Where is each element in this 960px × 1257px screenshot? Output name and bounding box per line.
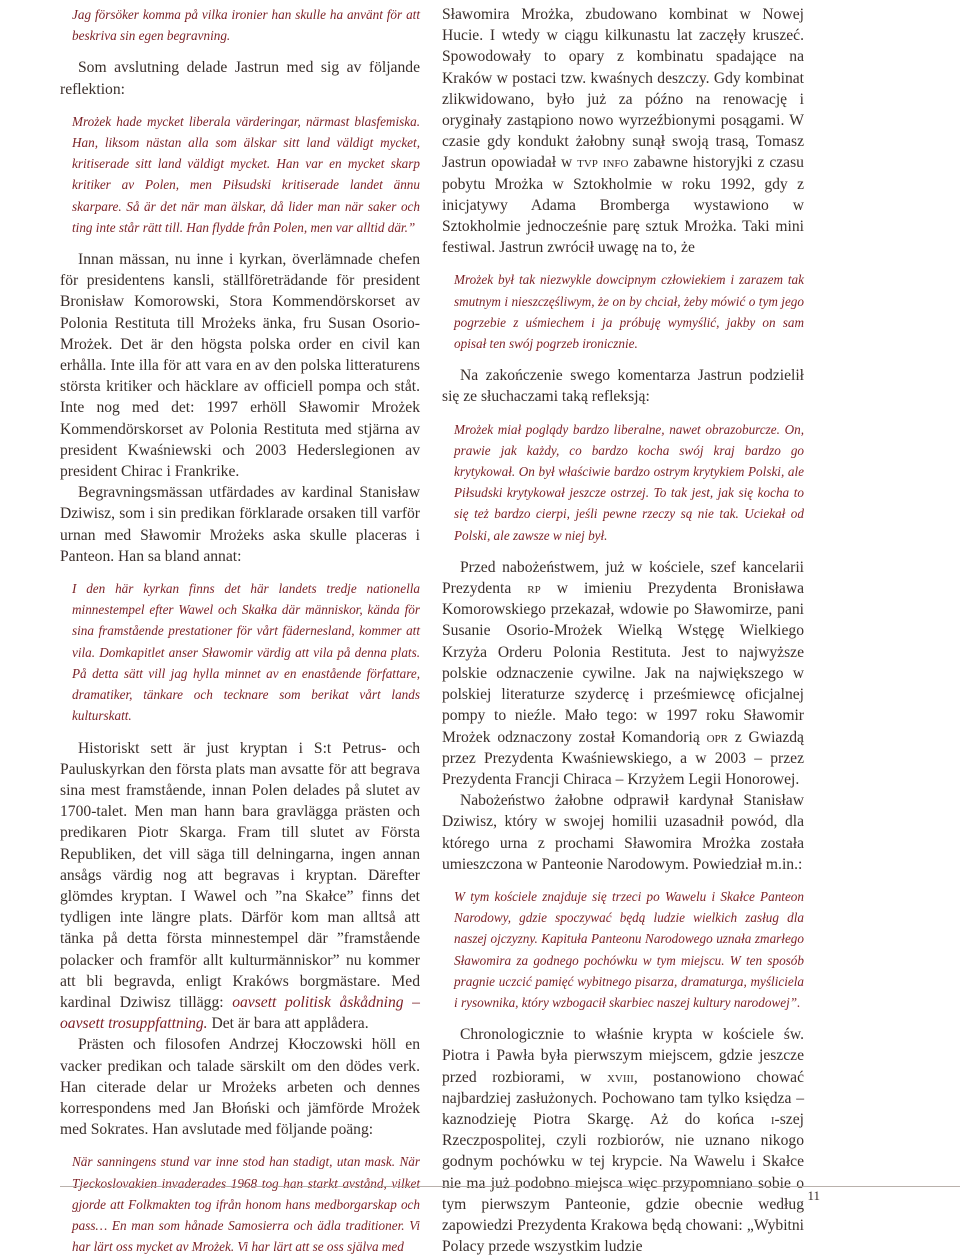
- quote-dziwisz-sv: I den här kyrkan finns det här landets tredje nationella minnestempel efter Wawel och Skałka där människor, kända för sina framstående prestationer för vårt fädernesland, kommer att vila. Domkapitlet anser Sławomir värdig att vila på denna plats. På detta sätt vill jag hylla minnet av en enastående författare, dramatiker, tänkare och tecknare som berikat vårt lands kulturskatt.: [72, 581, 420, 724]
- crypt-italic: oavsett politisk åskådning – oavsett trosuppfattning.: [60, 993, 420, 1033]
- order-text: Przed nabożeństwem, już w kościele, szef kancelarii Prezydenta: [442, 558, 804, 598]
- quote-dziwisz-pl: W tym kościele znajduje się trzeci po Wawelu i Skałce Panteon Narodowy, gdzie spoczywać będą ludzie wielkich zasług dla naszej ojczyzny. Kapituła Panteonu Narodowego uznała zmarłego Sławomira za godnego pochówku w tym miejscu. W ten sposób pragnie uczcić pamięć wybitnego pisarza, dramaturga, myśliciela i rysownika, który wzbogacił skarbiec naszej kultury narodowej”.: [454, 888, 804, 1010]
- quote-kloczowski-sv: När sanningens stund var inne stod han stadigt, utan mask. När Tjeckoslovakien invaderades 1968 tog han starkt avstånd, vilket gjorde att Folkmakten tog ifrån honom hans medborgarskap och pass… En man som hånade Samosierra och ädla traditioner. Vi har lärt oss mycket av Mrożek. Vi har lärt att se oss själva med: [72, 1154, 420, 1255]
- i-smallcaps: i: [770, 1110, 775, 1128]
- right-column: [442, 4, 804, 1257]
- page-number: 11: [807, 1188, 820, 1203]
- paragraph-order-pl: [442, 557, 804, 790]
- paragraph-reflection-pl: Na zakończenie swego komentarza Jastrun podzielił się ze słuchaczami taką refleksją:: [442, 367, 804, 406]
- paragraph-mass: Begravningsmässan utfärdades av kardinal Stanisław Dziwisz, som i sin predikan förklarade orsaken till varför urnan med Sławomir Mrożeks aska skulle placeras i Panteon. Han sa bland annat:: [60, 484, 420, 565]
- quote-intro: Jag försöker komma på vilka ironier han skulle ha använt för att beskriva sin egen begravning.: [72, 7, 420, 44]
- quote-jastrun-pl: Mrożek był tak niezwykle dowcipnym człowiekiem i zarazem tak smutnym i nieszczęśliwym, że on by chciał, żeby mówić o tym jego pogrzebie z uśmiechem i ja próbuję wymyślić, jakby on sam opisał ten swój pogrzeb ironicznie.: [454, 272, 804, 352]
- quote-liberal-pl: Mrożek miał poglądy bardzo liberalne, nawet obrazoburcze. On, prawie jak każdy, co bardzo kocha swój kraj bardzo go krytykował. On był właściwie bardzo ostrym krytykiem Polski, ale Piłsudski krytykował jeszcze ostrzej. To tak jest, jak się kocha to się też bardzo cierpi, jeśli pewne rzeczy są nie tak. Uciekał od Polski, ale zawsze w niej był.: [454, 421, 804, 543]
- footer-rule: [60, 1186, 960, 1187]
- order-tail2: z Gwiazdą przez Prezydenta Kwaśniewskiego, a w 2003 – przez Prezydenta Francji Chiraca – Krzyżem Legii Honorowej.: [442, 728, 804, 788]
- paragraph-reflection-intro: Som avslutning delade Jastrun med sig av följande reflektion:: [60, 59, 420, 98]
- nowa-huta-tail: zabawne historyjki z czasu pobytu Mrożka w Sztokholmie w roku 1992, gdy z inicjatywy Adama Bromberga wystawiono w Sztokholmie jednocześnie parę sztuk Mrożka. Taki mini festiwal. Jastrun zwrócił uwagę na to, że: [442, 154, 804, 257]
- paragraph-crypt: [60, 738, 420, 1035]
- crypt-pl-text: Chronologicznie to właśnie krypta w kościele św. Piotra i Pawła była pierwszym miejscem, gdzie jeszcze przed rozbiorami, w: [442, 1026, 804, 1086]
- rp-smallcaps: rp: [527, 580, 541, 598]
- quote-jastrun-sv: Mrożek hade mycket liberala värderingar, närmast blasfemiska. Han, liksom nästan alla som älskar sitt land väldigt mycket, kritiserade sitt land väldigt mycket. Han var en mycket skarp kritiker av Polen, men Piłsudski kritiserade landet ännu skarpare. Så är det när man älskar, då lider man när saker och ting inte står rätt till. Han flydde från Polen, men var alltid där.”: [72, 113, 420, 235]
- left-column: [60, 4, 420, 1257]
- nowa-huta-text: Sławomira Mrożka, zbudowano kombinat w Nowej Hucie. I wtedy w ciągu kilkunastu lat zaczęły kruszeć. Spowodowały to opary z kombinatu spadające na Kraków w postaci tzw. kwaśnych deszczy. Gdy kombinat zlikwidowano, było już za późno na renowację i oryginały zastąpiono nowo wyrzeźbionymi posągami. W czasie gdy kondukt żałobny sunął swoją trasą, Tomasz Jastrun opowiadał w: [442, 6, 804, 172]
- crypt-text: Historiskt sett är just kryptan i S:t Petrus- och Pauluskyrkan den första plats man avsatte för att begrava sina mest framstående, innan Polen delades på slutet av 1700-talet. Men man hann bara gravlägga prästen och predikaren Piotr Skarga. Fram till slutet av Första Republiken, det vill säga till delningarna, ingen annan ansågs värdig nog att begravas i kryptan. Därefter glömdes kryptan. I Wawel och ”na Skałce” finns det tydligen inte längre plats. Därför kom man alltså att tänka på detta första minnestempel där ”framstående polacker och framför allt kulturmänniskor” nu kommer att bli begravda, enligt Krakóws borgmästare. Med kardinal Dziwisz tillägg:: [60, 739, 420, 1011]
- xviii-smallcaps: xviii: [606, 1068, 634, 1086]
- order-tail: w imieniu Prezydenta Bronisława Komorowskiego przekazał, wdowie po Sławomirze, pani Susanie Osorio-Mrożek Wielką Wstęgę Wielkiego Krzyża Orderu Polonia Restituta. Jest to najwyższe polskie odznaczenie cywilne. Jak na największego w polskiej literaturze szydercę i prześmiewcę oficjalnej pompy to nieźle. Mało tego: w 1997 roku Sławomir Mrożek odznaczony został Komandorią: [442, 580, 804, 746]
- paragraph-crypt-pl: [442, 1024, 804, 1257]
- crypt-tail: Det är bara att applådera.: [211, 1015, 369, 1033]
- tvp-info-smallcaps: tvp info: [577, 154, 629, 172]
- paragraph-nowa-huta: [442, 4, 804, 258]
- crypt-pl-tail: , postanowiono chować najbardziej zasłużonych. Pochowano tam tylko księdza – kaznodzieję Piotra Skargę. Aż do końca: [442, 1068, 804, 1128]
- paragraph-sermon: Prästen och filosofen Andrzej Kłoczowski höll en vacker predikan och talade särskilt om den dödes verk. Han citerade delar ur Mrożeks arbeten och dennes korrespondens med Jan Błoński och jämförde Mrożek med Sokrates. Han avslutade med följande poäng:: [60, 1036, 420, 1139]
- opr-smallcaps: opr: [706, 728, 728, 746]
- paragraph-homily-pl: Nabożeństwo żałobne odprawił kardynał Stanisław Dziwisz, który w swojej homilii uzasadnił powód, dla którego urna z prochami Sławomira Mrożka została umieszczona w Panteonie Narodowym. Powiedział m.in.:: [442, 792, 804, 873]
- crypt-pl-tail2: -szej Rzeczpospolitej, czyli rozbiorów, nie uznano nikogo godnym pochówku w tej krypcie. Na Wawelu i Skałce nie ma już podobno miejsca więc przypomniano sobie o tym pierwszym Panteonie, gdzie obecnie według zapowiedzi Prezydenta Krakowa będą chowani: „Wybitni Polacy przede wszystkim ludzie: [442, 1110, 804, 1256]
- paragraph-order: Innan mässan, nu inne i kyrkan, överlämnade chefen för presidentens kansli, ställföreträdande för president Bronisław Komorowski, Stora Kommendörskorset av Polonia Restituta till Mrożeks änka, fru Susan Osorio-Mrożek. Det är den högsta polska order en civil kan erhålla. Inte illa för att vara en av den polska litteraturens största kritiker och häcklare av officiell pompa och ståt. Inte nog med det: 1997 erhöll Sławomir Mrożek Kommendörskorset av Polonia Restituta med stjärna av president Kwaśniewski och 2003 Hederslegionen av president Chirac i Frankrike.: [60, 251, 420, 481]
